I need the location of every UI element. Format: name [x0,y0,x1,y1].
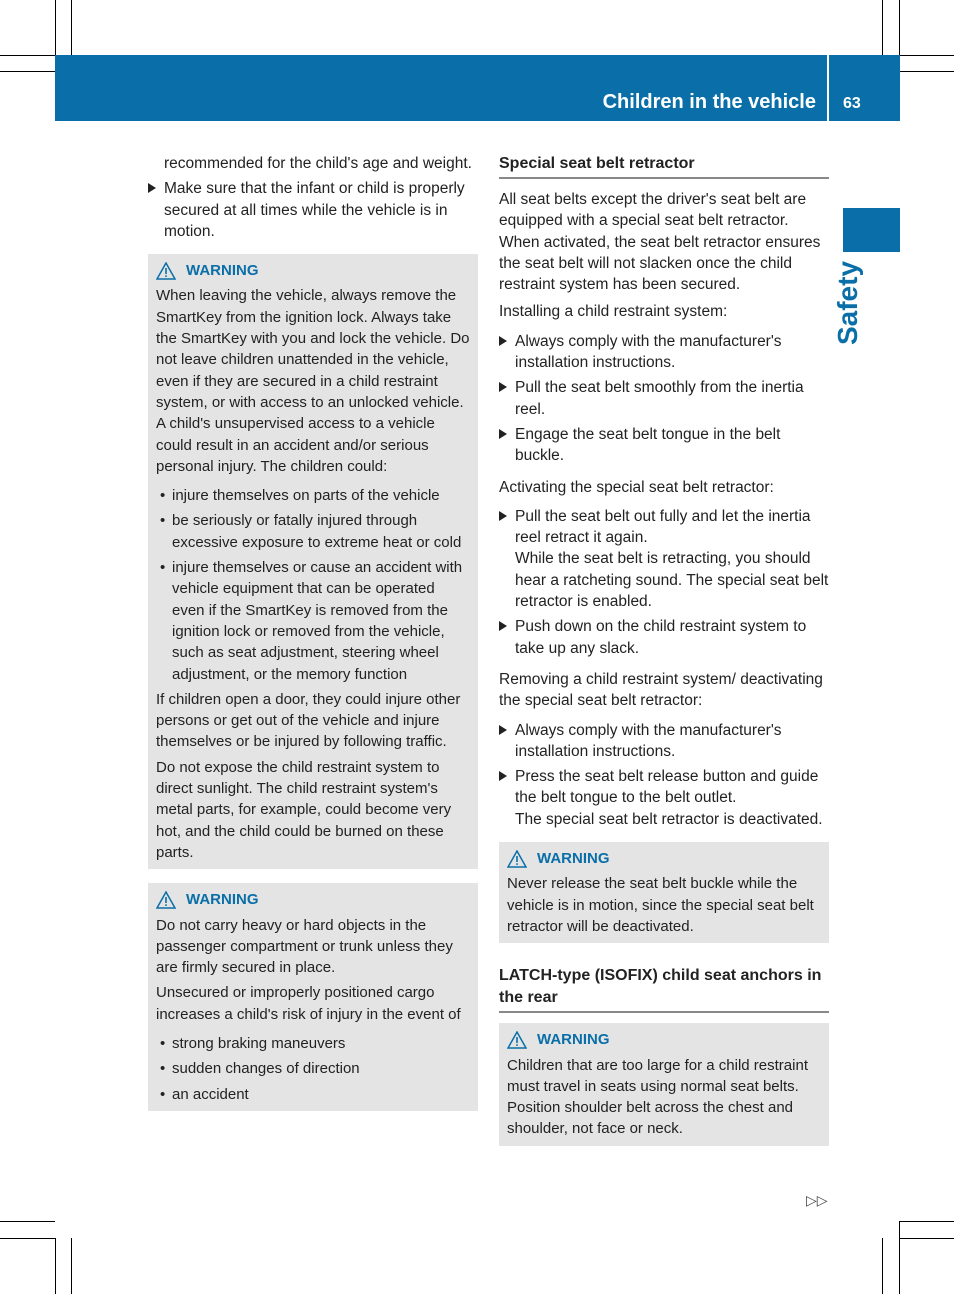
right-column [499,153,829,1146]
section-heading: LATCH-type (ISOFIX) child seat anchors in the rear [499,965,829,1013]
warning-paragraph: Do not expose the child restraint system to direct sunlight. The child restraint system's metal parts, for example, could become very hot, and the child could be burned on these parts. [156,758,452,861]
warning-title: WARNING [537,850,610,868]
instruction-text: Engage the seat belt tongue in the belt buckle. [515,425,781,465]
list-item: • injure themselves or cause an accident with vehicle equipment that can be operated even if the SmartKey is removed from the ignition lock or removed from the vehicle, such as seat adjustment, steering wheel adjustment, or the memory function [156,557,470,685]
instruction-text: Press the seat belt release button and guide the belt tongue to the belt outlet. [515,768,819,807]
warning-header [156,260,470,281]
warning-box [499,1023,829,1145]
warning-box [148,254,478,869]
body-paragraph: All seat belts except the driver's seat belt are equipped with a special seat belt retractor. When activated, the seat belt retractor ensures the seat belt will not slacken once the child restraint system has been secured. [499,191,821,294]
crop-mark [899,1221,900,1294]
section-heading: Special seat belt retractor [499,153,829,179]
body-paragraph: Activating the special seat belt retractor: [499,478,774,496]
arrow-bullet-icon [499,621,507,631]
instruction-note: While the seat belt is retracting, you should hear a ratcheting sound. The special seat belt retractor is enabled. [515,550,829,611]
warning-paragraph: Children that are too large for a child restraint must travel in seats using normal seat belts. Position shoulder belt across the chest and shoulder, not face or neck. [507,1056,808,1138]
arrow-bullet-icon [499,429,507,439]
body-paragraph: Removing a child restraint system/ deactivating the special seat belt retractor: [499,670,823,710]
instruction-step [499,331,829,374]
instruction-step [499,506,829,612]
instruction-step [499,377,829,420]
chapter-title: Children in the vehicle [602,91,816,113]
crop-mark [900,71,954,72]
warning-paragraph: Unsecured or improperly positioned cargo increases a child's risk of injury in the event of [156,984,461,1023]
instruction-text: Make sure that the infant or child is properly secured at all times while the vehicle is in motion. [164,180,465,240]
instruction-note: The special seat belt retractor is deactivated. [515,810,823,828]
header-divider [827,55,829,121]
crop-mark [900,1238,954,1239]
body-paragraph: Installing a child restraint system: [499,303,728,321]
continued-text: recommended for the child's age and weight. [164,155,472,172]
crop-mark [882,1238,883,1294]
warning-header [156,889,470,910]
instruction-text: Always comply with the manufacturer's installation instructions. [515,721,782,760]
crop-mark [0,55,55,56]
instruction-step [499,766,829,830]
warning-header [507,1029,821,1050]
list-item: • sudden changes of direction [156,1058,470,1079]
arrow-bullet-icon [499,382,507,392]
instruction-text: Push down on the child restraint system to take up any slack. [515,618,807,657]
warning-paragraph: Never release the seat belt buckle while the vehicle is in motion, since the special seat belt retractor will be deactivated. [507,875,814,935]
warning-triangle-icon [156,891,176,909]
crop-mark [71,1238,72,1294]
warning-box [148,883,478,1111]
left-column [148,153,478,1111]
list-item: • strong braking maneuvers [156,1033,470,1054]
arrow-bullet-icon [499,771,507,781]
warning-triangle-icon [156,262,176,280]
warning-title: WARNING [186,891,259,909]
instruction-step [499,616,829,659]
instruction-text: Always comply with the manufacturer's installation instructions. [515,332,782,372]
continued-arrows-icon: ▷▷ [806,1192,828,1208]
list-item: • an accident [156,1084,470,1105]
crop-mark [0,71,55,72]
crop-mark [71,0,72,55]
crop-mark [900,55,954,56]
warning-box [499,842,829,943]
crop-mark [0,1238,55,1239]
list-item: • be seriously or fatally injured through excessive exposure to extreme heat or cold [156,510,470,553]
crop-mark [55,1238,56,1294]
page-header [55,55,900,121]
warning-header [507,848,821,869]
crop-mark [900,1221,954,1222]
instruction-step [148,178,478,242]
warning-paragraph: When leaving the vehicle, always remove the SmartKey from the ignition lock. Always take the SmartKey with you and lock the vehicle. Do not leave children unattended in the vehicle, even if they are secured in a child restraint system, or with access to an unlocked vehicle. A child's unsupervised access to a vehicle could result in an accident and/or serious personal injury. The children could: [156,287,470,475]
crop-mark [899,0,900,55]
arrow-bullet-icon [499,725,507,735]
arrow-bullet-icon [148,183,156,193]
instruction-text: Pull the seat belt out fully and let the inertia reel retract it again. [515,507,811,547]
crop-mark [55,0,56,55]
warning-title: WARNING [537,1031,610,1049]
instruction-step [499,720,829,763]
warning-title: WARNING [186,262,259,280]
crop-mark [0,1221,55,1222]
instruction-text: Pull the seat belt smoothly from the inertia reel. [515,379,804,418]
side-tab-text: Safety [832,260,864,346]
side-tab-marker [843,208,900,252]
warning-paragraph: Do not carry heavy or hard objects in the passenger compartment or trunk unless they are firmly secured in place. [156,916,453,977]
list-item: • injure themselves on parts of the vehicle [156,485,470,506]
side-tab-label [824,260,884,346]
warning-paragraph: If children open a door, they could injure other persons or get out of the vehicle and injure themselves or be injured by following traffic. [156,690,461,751]
arrow-bullet-icon [499,511,507,521]
warning-triangle-icon [507,1031,527,1049]
arrow-bullet-icon [499,336,507,346]
page-number: 63 [843,95,861,112]
crop-mark [882,0,883,55]
instruction-step [499,424,829,467]
warning-triangle-icon [507,850,527,868]
